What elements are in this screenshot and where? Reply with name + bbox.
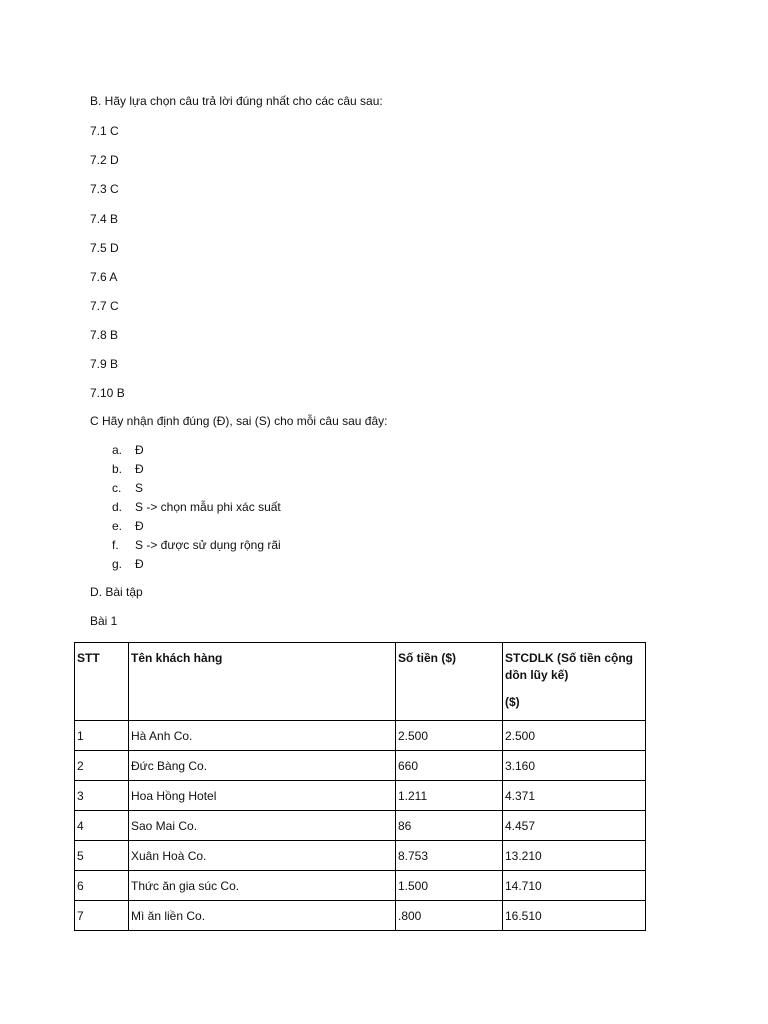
cell-stt: 6: [75, 871, 129, 901]
table-row: [75, 811, 646, 841]
table-row: [75, 751, 646, 781]
answer-item: 7.3 C: [90, 182, 119, 196]
cell-amount: 8.753: [396, 841, 503, 871]
cell-amount: .800: [396, 901, 503, 931]
exercise-heading: Bài 1: [90, 614, 118, 628]
cell-stt: 7: [75, 901, 129, 931]
cell-cumulative: 14.710: [503, 871, 646, 901]
cell-stt: 4: [75, 811, 129, 841]
header-cumulative-label: STCDLK (Số tiền cộng dồn lũy kế): [505, 651, 633, 682]
cell-customer-name: Xuân Hoà Co.: [129, 841, 396, 871]
cell-customer-name: Sao Mai Co.: [129, 811, 396, 841]
cell-customer-name: Hà Anh Co.: [129, 721, 396, 751]
list-item: [112, 557, 281, 576]
cell-stt: 5: [75, 841, 129, 871]
cell-cumulative: 4.371: [503, 781, 646, 811]
list-item-text: Đ: [135, 557, 144, 571]
table-header-row: [75, 643, 646, 721]
list-item-text: Đ: [135, 519, 144, 533]
list-marker: b.: [112, 462, 123, 476]
list-item: [112, 462, 281, 481]
list-item: [112, 481, 281, 500]
list-marker: e.: [112, 519, 123, 533]
section-b-heading: B. Hãy lựa chọn câu trả lời đúng nhất cho các câu sau:: [90, 94, 383, 108]
answer-item: 7.4 B: [90, 212, 119, 226]
list-marker: d.: [112, 500, 123, 514]
section-d-heading: D. Bài tập: [90, 585, 143, 599]
cell-stt: 1: [75, 721, 129, 751]
header-cumulative: [503, 643, 646, 721]
answer-item: 7.8 B: [90, 328, 119, 342]
list-marker: g.: [112, 557, 123, 571]
answer-item: 7.6 A: [90, 270, 118, 284]
table-row: [75, 721, 646, 751]
list-marker: a.: [112, 443, 123, 457]
header-amount: Số tiền ($): [396, 643, 503, 721]
list-item-text: S: [135, 481, 144, 495]
table-row: [75, 841, 646, 871]
cell-amount: 86: [396, 811, 503, 841]
header-customer-name: Tên khách hàng: [129, 643, 396, 721]
cell-customer-name: Đức Bàng Co.: [129, 751, 396, 781]
cell-amount: 660: [396, 751, 503, 781]
cell-cumulative: 16.510: [503, 901, 646, 931]
answer-item: 7.7 C: [90, 299, 119, 313]
header-stt: STT: [75, 643, 129, 721]
table-row: [75, 871, 646, 901]
header-cumulative-unit: ($): [505, 695, 520, 709]
section-c-heading: C Hãy nhận định đúng (Đ), sai (S) cho mỗi câu sau đây:: [90, 414, 388, 428]
answer-item: 7.1 C: [90, 124, 119, 138]
list-item-text: S -> chọn mẫu phi xác suất: [135, 500, 281, 514]
cell-customer-name: Thức ăn gia súc Co.: [129, 871, 396, 901]
cell-cumulative: 13.210: [503, 841, 646, 871]
list-item: [112, 519, 281, 538]
cell-customer-name: Hoa Hồng Hotel: [129, 781, 396, 811]
list-item-text: Đ: [135, 443, 144, 457]
answer-item: 7.5 D: [90, 241, 119, 255]
list-marker: c.: [112, 481, 122, 495]
list-item: [112, 500, 281, 519]
list-marker: f.: [112, 538, 119, 552]
cell-customer-name: Mì ăn liền Co.: [129, 901, 396, 931]
answer-item: 7.9 B: [90, 357, 119, 371]
list-item-text: S -> được sử dụng rộng rãi: [135, 538, 281, 552]
cell-amount: 1.211: [396, 781, 503, 811]
cell-amount: 1.500: [396, 871, 503, 901]
cell-cumulative: 3.160: [503, 751, 646, 781]
cell-stt: 2: [75, 751, 129, 781]
table-row: [75, 901, 646, 931]
customer-table: [74, 642, 646, 931]
answer-item: 7.10 B: [90, 386, 125, 400]
true-false-list: [112, 443, 281, 576]
cell-cumulative: 4.457: [503, 811, 646, 841]
list-item-text: Đ: [135, 462, 144, 476]
list-item: [112, 538, 281, 557]
cell-amount: 2.500: [396, 721, 503, 751]
cell-stt: 3: [75, 781, 129, 811]
answer-item: 7.2 D: [90, 153, 119, 167]
table-row: [75, 781, 646, 811]
list-item: [112, 443, 281, 462]
cell-cumulative: 2.500: [503, 721, 646, 751]
